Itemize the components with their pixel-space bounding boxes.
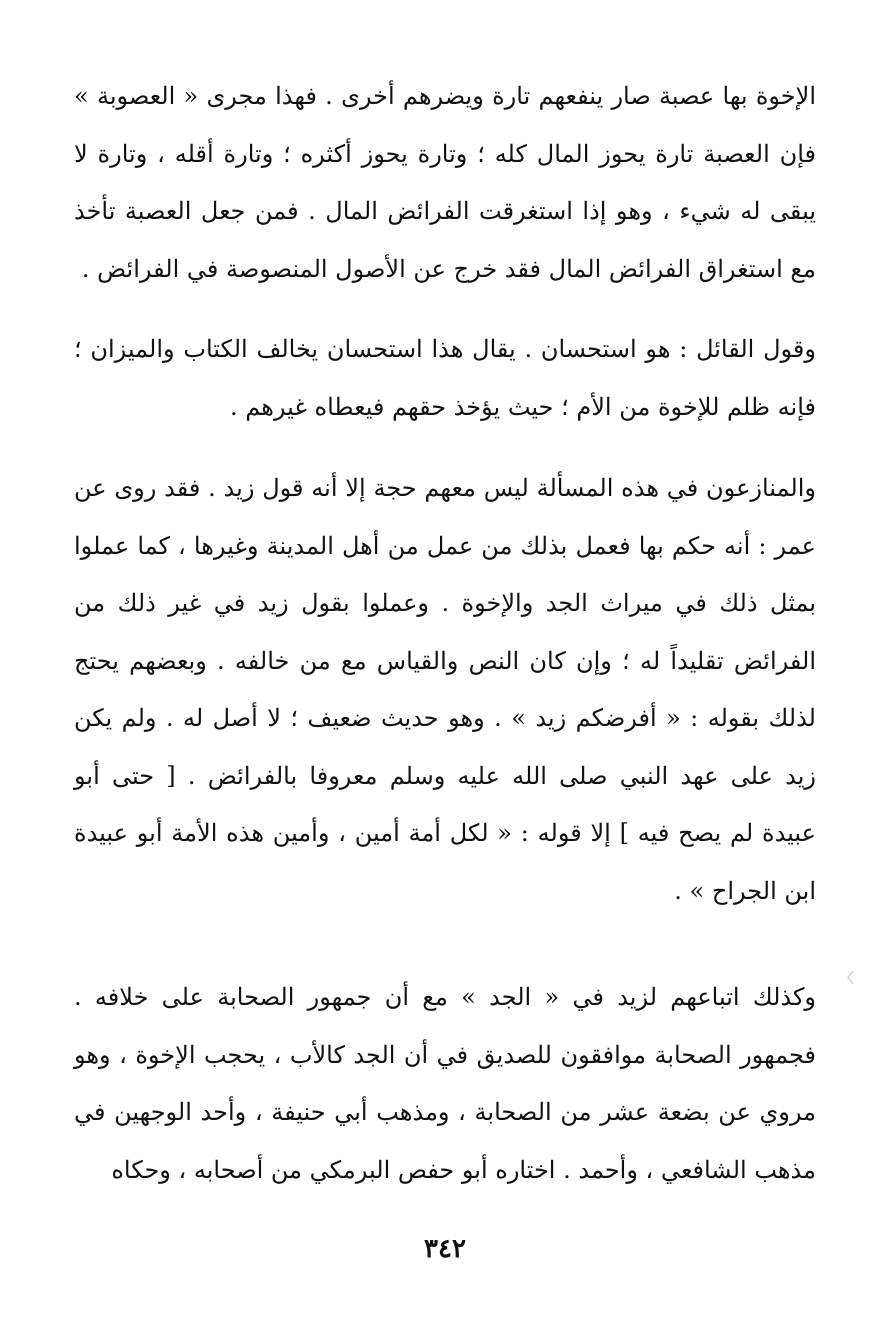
paragraph-1: الإخوة بها عصبة صار ينفعهم تارة ويضرهم أخرى . فهذا مجرى « العصوبة » فإن العصبة تارة يحوز المال كله ؛ وتارة يحوز أكثره ؛ وتارة أقله ، وتارة لا يبقى له شيء ، وهو إذا استغرقت الفرائض المال . فمن جعل العصبة تأخذ مع استغراق الفرائض المال فقد خرج عن الأصول المنصوصة في الفرائض . <box>74 82 816 283</box>
page-number: ٣٤٢ <box>424 1234 466 1264</box>
paragraph-2: وقول القائل : هو استحسان . يقال هذا استحسان يخالف الكتاب والميزان ؛ فإنه ظلم للإخوة من الأم ؛ حيث يؤخذ حقهم فيعطاه غيرهم . <box>74 335 816 421</box>
margin-mark: 〈 <box>840 971 854 987</box>
paragraph-4: وكذلك اتباعهم لزيد في « الجد » مع أن جمهور الصحابة على خلافه . فجمهور الصحابة موافقون للصديق في أن الجد كالأب ، يحجب الإخوة ، وهو مروي عن بضعة عشر من الصحابة ، ومذهب أبي حنيفة ، وأحد الوجهين في مذهب الشافعي ، وأحمد . اختاره أبو حفص البرمكي من أصحابه ، وحكاه <box>74 983 816 1184</box>
book-page <box>74 0 816 1327</box>
paragraph-3: والمنازعون في هذه المسألة ليس معهم حجة إلا أنه قول زيد . فقد روى عن عمر : أنه حكم بها فعمل بذلك من عمل من أهل المدينة وغيرها ، كما عملوا بمثل ذلك في ميراث الجد والإخوة . وعملوا بقول زيد في غير ذلك من الفرائض تقليداً له ؛ وإن كان النص والقياس مع من خالفه . وبعضهم يحتج لذلك بقوله : « أفرضكم زيد » . وهو حديث ضعيف ؛ لا أصل له . ولم يكن زيد على عهد النبي صلى الله عليه وسلم معروفا بالفرائض . [ حتى أبو عبيدة لم يصح فيه ] إلا قوله : « لكل أمة أمين ، وأمين هذه الأمة أبو عبيدة ابن الجراح » . <box>74 474 816 905</box>
